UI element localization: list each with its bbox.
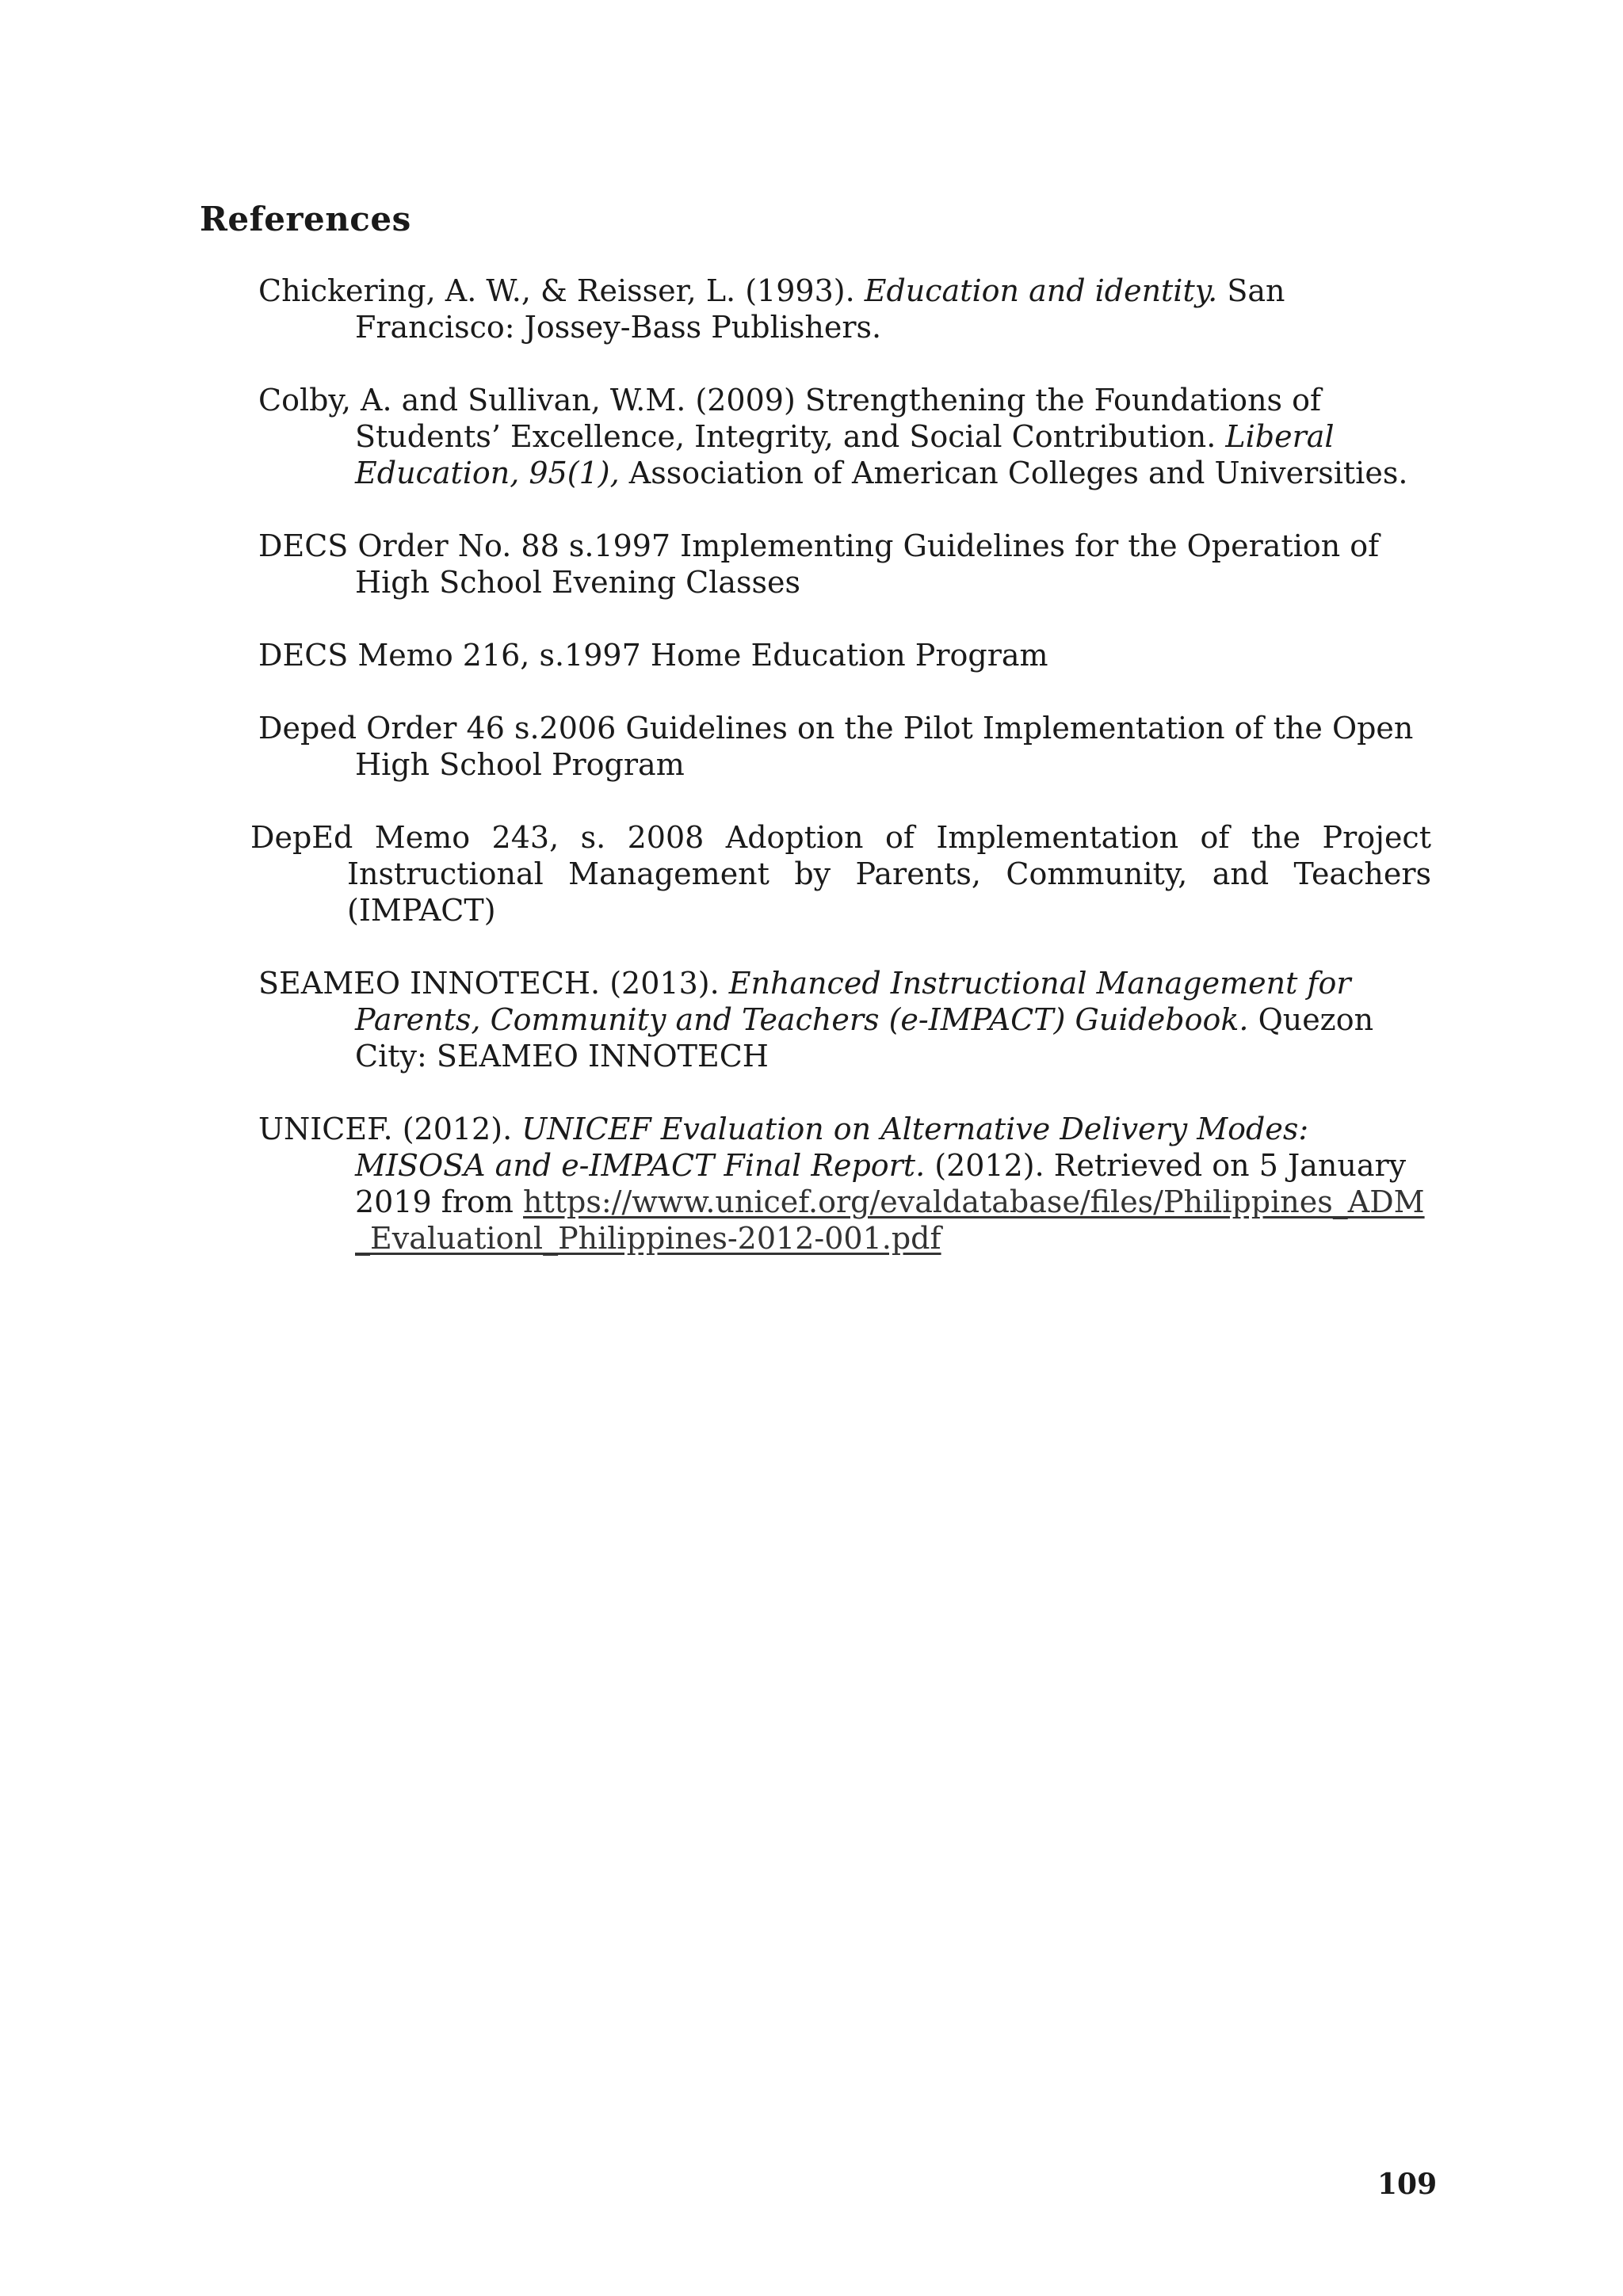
reference-text: DECS Order No. 88 s.1997 Implementing Guidelines for the Operation of High School Evening Classes — [258, 528, 1380, 600]
reference-text: UNICEF. (2012). — [258, 1112, 522, 1146]
reference-text: Colby, A. and Sullivan, W.M. (2009) Strengthening the Foundations of Students’ Excellence, Integrity, and Social Contribution. — [258, 383, 1322, 454]
reference-text: Deped Order 46 s.2006 Guidelines on the Pilot Implementation of the Open High School Program — [258, 711, 1414, 782]
reference-deped-order-46 — [258, 710, 1431, 783]
reference-decs-order-88 — [258, 528, 1431, 601]
references-list — [250, 273, 1431, 1293]
reference-text: San Francisco: Jossey-Bass Publishers. — [355, 273, 1285, 345]
reference-text: (2012). Retrieved on 5 January 2019 from — [355, 1148, 1407, 1219]
reference-text: Quezon City: SEAMEO INNOTECH — [355, 1002, 1374, 1074]
unicef-report-link[interactable]: https://www.unicef.org/evaldatabase/files/Philippines_ADM_Evaluationl_Philippines-2012-001.pdf — [355, 1184, 1425, 1256]
page-number: 109 — [1377, 2168, 1438, 2201]
reference-deped-memo-243 — [250, 819, 1431, 929]
reference-title: Liberal Education, 95(1), — [355, 419, 1335, 490]
reference-text: SEAMEO INNOTECH. (2013). — [258, 966, 729, 1001]
reference-title: UNICEF Evaluation on Alternative Delivery Modes: MISOSA and e-IMPACT Final Report. — [355, 1112, 1309, 1183]
reference-text: Chickering, A. W., & Reisser, L. (1993). — [258, 273, 865, 308]
reference-title: Education and identity. — [864, 273, 1218, 308]
reference-seameo-innotech — [258, 965, 1431, 1074]
references-heading: References — [200, 200, 411, 238]
reference-text: DECS Memo 216, s.1997 Home Education Program — [258, 638, 1048, 673]
reference-title: Enhanced Instructional Management for Parents, Community and Teachers (e-IMPACT) Guidebook. — [355, 966, 1351, 1037]
reference-unicef — [258, 1111, 1431, 1257]
reference-decs-memo-216 — [258, 637, 1431, 673]
reference-chickering — [258, 273, 1431, 345]
reference-text: DepEd Memo 243, s. 2008 Adoption of Implementation of the Project Instructional Management by Parents, Community, and Teachers (IMPACT) — [250, 820, 1431, 928]
reference-text: Association of American Colleges and Universities. — [619, 456, 1408, 490]
reference-colby — [258, 382, 1431, 491]
